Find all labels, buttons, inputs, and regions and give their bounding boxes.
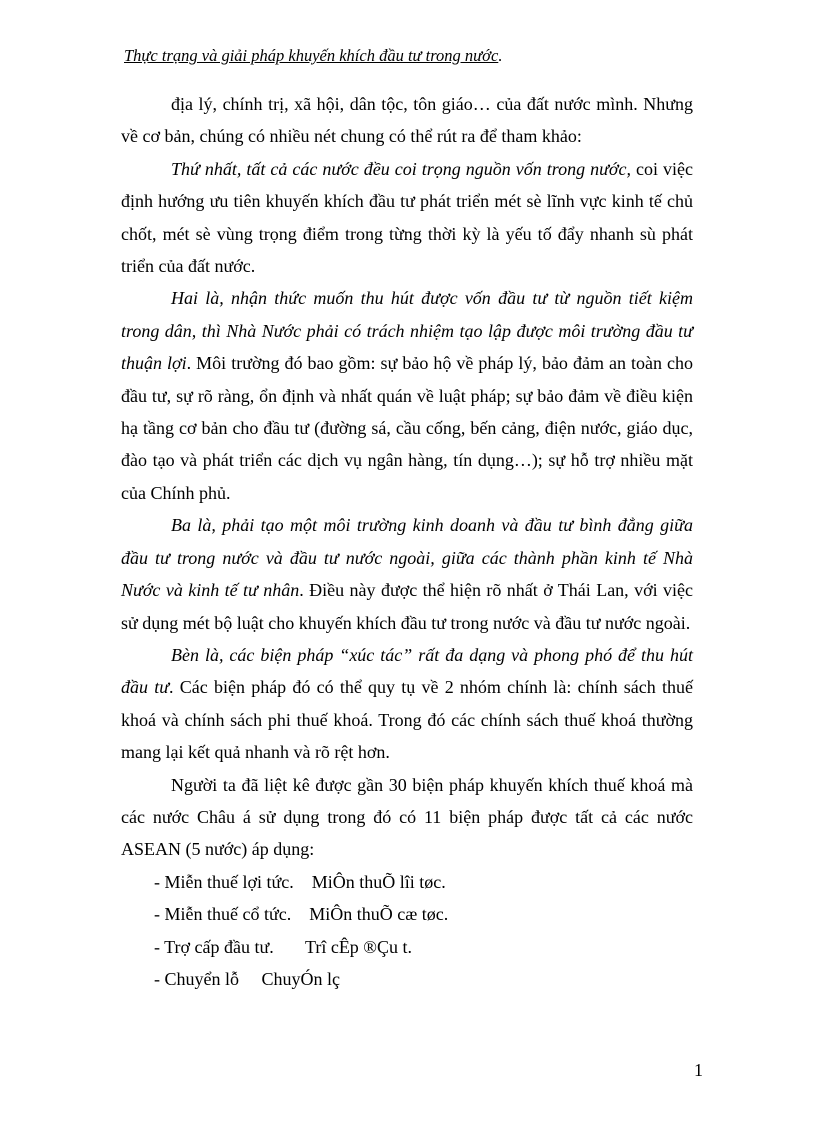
list-item: - Miễn thuế lợi tức. MiÔn thuÕ lîi tøc. bbox=[154, 871, 446, 892]
page-header bbox=[124, 46, 502, 66]
list-item: - Miễn thuế cổ tức. MiÔn thuÕ cæ tøc. bbox=[154, 904, 449, 925]
paragraph: địa lý, chính trị, xã hội, dân tộc, tôn giáo… của đất nước mình. Nhưng về cơ bản, chúng có nhiều nét chung có thể rút ra để tham khảo: bbox=[121, 94, 693, 147]
header-title: Thực trạng và giải pháp khuyến khích đầu tư trong nước bbox=[124, 46, 499, 65]
header-punct: . bbox=[498, 46, 503, 65]
list-item: - Chuyển lỗ ChuyÓn lç bbox=[154, 968, 340, 989]
measures-list bbox=[121, 866, 693, 996]
paragraph: Ba là, phải tạo một môi trường kinh doanh và đầu tư bình đẳng giữa đầu tư trong nước và đầu tư nước ngoài, giữa các thành phần kinh tế Nhà Nước và kinh tế tư nhân. Điều này được thể hiện rõ nhất ở Thái Lan, với việc sử dụng mét bộ luật cho khuyến khích đầu tư trong nước và đầu tư nước ngoài. bbox=[121, 515, 693, 633]
paragraph: Người ta đã liệt kê được gần 30 biện pháp khuyến khích thuế khoá mà các nước Châu á sử dụng trong đó có 11 biện pháp được tất cả các nước ASEAN (5 nước) áp dụng: bbox=[121, 774, 693, 860]
paragraph: Hai là, nhận thức muốn thu hút được vốn đầu tư từ nguồn tiết kiệm trong dân, thì Nhà Nước phải có trách nhiệm tạo lập được môi trường đầu tư thuận lợi. Môi trường đó bao gồm: sự bảo hộ về pháp lý, bảo đảm an toàn cho đầu tư, sự rõ ràng, ổn định và nhất quán về luật pháp; sự bảo đảm về điều kiện hạ tầng cơ bản cho đầu tư (đường sá, cầu cống, bến cảng, điện nước, giáo dục, đào tạo và phát triển các dịch vụ ngân hàng, tín dụng…); sự hỗ trợ nhiều mặt của Chính phủ. bbox=[121, 288, 693, 503]
paragraph: Bèn là, các biện pháp “xúc tác” rất đa dạng và phong phó để thu hút đầu tư. Các biện pháp đó có thể quy tụ về 2 nhóm chính là: chính sách thuế khoá và chính sách phi thuế khoá. Trong đó các chính sách thuế khoá thường mang lại kết quả nhanh và rõ rệt hơn. bbox=[121, 644, 693, 763]
page-number: 1 bbox=[694, 1060, 703, 1080]
list-item: - Trợ cấp đầu tư. Trî cÊp ®Çu t. bbox=[154, 936, 412, 957]
paragraph: Thứ nhất, tất cả các nước đều coi trọng nguồn vốn trong nước, coi việc định hướng ưu tiên khuyến khích đầu tư phát triển mét sè lĩnh vực kinh tế chủ chốt, mét sè vùng trọng điểm trong từng thời kỳ là yếu tố đẩy nhanh sù phát triển của đất nước. bbox=[121, 158, 693, 277]
document-body bbox=[121, 88, 693, 995]
